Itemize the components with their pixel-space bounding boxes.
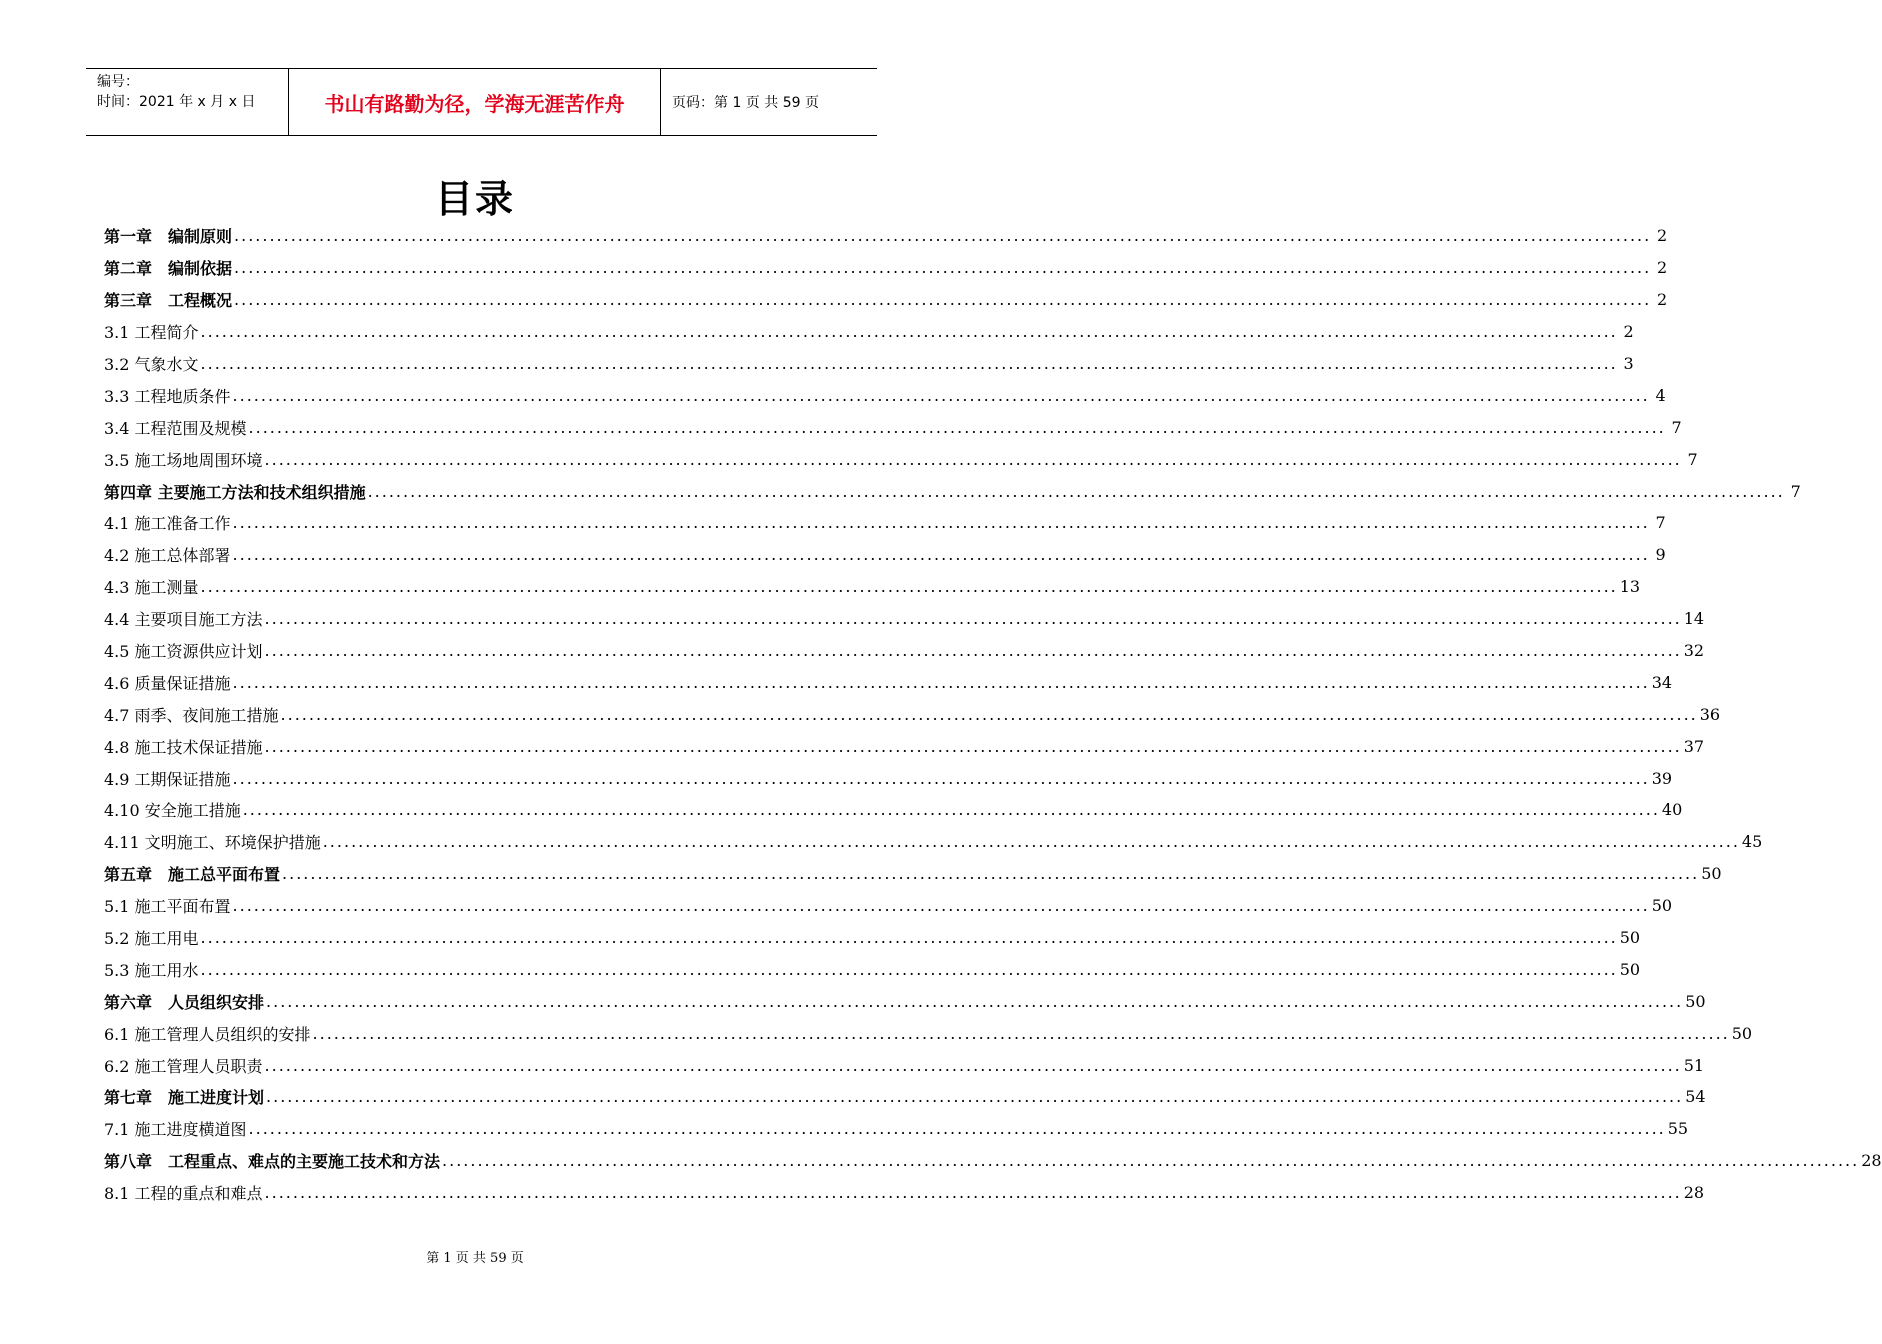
toc-entry-page: 37 (1683, 736, 1705, 756)
toc-leader-dots: ........................................................................................................................................................................................................ (200, 959, 1618, 979)
toc-entry-page: 13 (1619, 577, 1641, 597)
toc-entry-page: 50 (1619, 928, 1641, 948)
toc-entry-page: 39 (1651, 768, 1673, 788)
toc-leader-dots: ........................................................................................................................................................................................................ (200, 354, 1618, 373)
toc-leader-dots: ........................................................................................................................................................................................................ (264, 1183, 1682, 1203)
toc-leader-dots: ........................................................................................................................................................................................................ (442, 1151, 1860, 1171)
toc-entry[interactable] (104, 1145, 1882, 1177)
document-number-label: 编号： (97, 74, 139, 90)
toc-leader-dots: ........................................................................................................................................................................................................ (232, 768, 1650, 788)
toc-entry-title: 第八章 工程重点、难点的主要施工技术和方法 (104, 1152, 441, 1172)
toc-entry-title: 第四章 主要施工方法和技术组织措施 (104, 482, 366, 502)
toc-entry[interactable] (104, 284, 1668, 316)
toc-entry-page: 2 (1657, 290, 1668, 310)
toc-entry[interactable] (104, 411, 1682, 443)
toc-entry[interactable] (104, 507, 1666, 539)
toc-leader-dots: ........................................................................................................................................................................................................ (264, 449, 1682, 469)
toc-entry-page: 2 (1657, 258, 1668, 278)
toc-entry[interactable] (104, 794, 1683, 826)
toc-leader-dots: ........................................................................................................................................................................................................ (312, 1023, 1730, 1043)
toc-entry-page: 3 (1623, 354, 1634, 373)
toc-entry-page: 2 (1657, 226, 1668, 246)
toc-leader-dots: ........................................................................................................................................................................................................ (322, 832, 1740, 852)
toc-entry-title: 5.2 施工用电 (104, 929, 199, 949)
toc-leader-dots: ........................................................................................................................................................................................................ (232, 385, 1650, 405)
toc-entry[interactable] (104, 730, 1705, 762)
toc-entry-title: 7.1 施工进度横道图 (104, 1120, 247, 1140)
toc-entry-page: 7 (1790, 481, 1801, 501)
toc-entry-page: 28 (1683, 1183, 1705, 1203)
toc-entry-title: 4.7 雨季、夜间施工措施 (104, 705, 279, 725)
toc-leader-dots: ........................................................................................................................................................................................................ (248, 417, 1666, 437)
page-footer: 第 1 页 共 59 页 (426, 1251, 524, 1266)
toc-entry-page: 2 (1623, 322, 1634, 342)
toc-leader-dots: ........................................................................................................................................................................................................ (367, 481, 1785, 501)
toc-entry[interactable] (104, 985, 1706, 1017)
toc-entry[interactable] (104, 348, 1634, 380)
toc-entry-page: 32 (1683, 641, 1705, 661)
toc-entry[interactable] (104, 1049, 1705, 1081)
toc-entry[interactable] (104, 443, 1698, 475)
toc-entry-title: 3.2 气象水文 (104, 355, 199, 374)
toc-entry[interactable] (104, 922, 1641, 954)
toc-entry[interactable] (104, 571, 1641, 603)
table-of-contents (104, 220, 1882, 1209)
toc-leader-dots: ........................................................................................................................................................................................................ (266, 1087, 1684, 1107)
toc-entry-page: 50 (1619, 959, 1641, 979)
toc-entry[interactable] (104, 603, 1705, 635)
toc-entry-title: 3.5 施工场地周围环境 (104, 450, 263, 470)
toc-leader-dots: ........................................................................................................................................................................................................ (266, 991, 1684, 1011)
toc-entry[interactable] (104, 1177, 1705, 1209)
toc-entry-page: 28 (1861, 1151, 1882, 1171)
toc-entry-page: 55 (1667, 1119, 1689, 1139)
toc-entry-title: 5.1 施工平面布置 (104, 897, 231, 917)
toc-entry-page: 54 (1685, 1087, 1706, 1107)
toc-entry[interactable] (104, 316, 1634, 348)
toc-entry[interactable] (104, 890, 1673, 922)
toc-entry-title: 第一章 编制原则 (104, 227, 233, 247)
toc-entry-page: 7 (1655, 513, 1666, 533)
toc-entry[interactable] (104, 698, 1721, 730)
toc-leader-dots: ........................................................................................................................................................................................................ (232, 896, 1650, 916)
toc-leader-dots: ........................................................................................................................................................................................................ (200, 322, 1618, 342)
toc-entry-title: 4.2 施工总体部署 (104, 546, 231, 566)
toc-entry[interactable] (104, 220, 1668, 252)
toc-entry[interactable] (104, 539, 1666, 571)
toc-entry-page: 51 (1683, 1055, 1705, 1075)
toc-entry-page: 9 (1655, 545, 1666, 565)
header-meta (86, 69, 288, 135)
header-motto: 书山有路勤为径，学海无涯苦作舟 (288, 69, 661, 135)
toc-entry-page: 7 (1671, 417, 1682, 437)
toc-entry-title: 4.10 安全施工措施 (104, 801, 241, 821)
toc-entry-title: 3.3 工程地质条件 (104, 386, 231, 406)
toc-leader-dots: ........................................................................................................................................................................................................ (264, 641, 1682, 661)
page-header (86, 68, 877, 136)
toc-entry-title: 第二章 编制依据 (104, 259, 233, 279)
toc-entry-title: 4.5 施工资源供应计划 (104, 642, 263, 662)
toc-entry-page: 14 (1683, 609, 1705, 629)
toc-leader-dots: ........................................................................................................................................................................................................ (234, 290, 1652, 310)
toc-entry-title: 4.1 施工准备工作 (104, 514, 231, 534)
toc-entry[interactable] (104, 252, 1668, 284)
toc-leader-dots: ........................................................................................................................................................................................................ (282, 864, 1700, 884)
toc-leader-dots: ........................................................................................................................................................................................................ (234, 258, 1652, 278)
toc-leader-dots: ........................................................................................................................................................................................................ (264, 609, 1682, 629)
toc-leader-dots: ........................................................................................................................................................................................................ (234, 226, 1652, 246)
toc-entry-title: 4.11 文明施工、环境保护措施 (104, 833, 321, 853)
toc-entry[interactable] (104, 826, 1763, 858)
document-time-label: 时间：2021 年 x 月 x 日 (97, 94, 256, 110)
toc-entry-page: 36 (1699, 704, 1721, 724)
toc-entry-title: 3.4 工程范围及规模 (104, 418, 247, 438)
toc-entry[interactable] (104, 635, 1705, 667)
page-title: 目录 (434, 177, 515, 221)
toc-entry[interactable] (104, 858, 1722, 890)
toc-entry-page: 34 (1651, 672, 1673, 692)
toc-entry-page: 45 (1741, 832, 1763, 852)
toc-leader-dots: ........................................................................................................................................................................................................ (232, 513, 1650, 533)
toc-entry[interactable] (104, 475, 1801, 507)
toc-leader-dots: ........................................................................................................................................................................................................ (200, 928, 1618, 948)
toc-entry-title: 4.8 施工技术保证措施 (104, 737, 263, 757)
toc-entry-page: 50 (1731, 1023, 1753, 1043)
toc-entry-page: 7 (1687, 449, 1698, 469)
toc-leader-dots: ........................................................................................................................................................................................................ (248, 1119, 1666, 1139)
toc-entry-title: 4.9 工期保证措施 (104, 769, 231, 789)
toc-entry-page: 4 (1655, 385, 1666, 405)
toc-entry-title: 4.6 质量保证措施 (104, 673, 231, 693)
toc-entry-title: 6.1 施工管理人员组织的安排 (104, 1024, 311, 1044)
toc-entry-page: 50 (1701, 864, 1722, 884)
toc-entry-title: 4.3 施工测量 (104, 578, 199, 598)
toc-entry-title: 第七章 施工进度计划 (104, 1088, 265, 1108)
toc-entry-title: 5.3 施工用水 (104, 960, 199, 980)
toc-leader-dots: ........................................................................................................................................................................................................ (280, 704, 1698, 724)
toc-entry[interactable] (104, 1081, 1706, 1113)
toc-entry-title: 8.1 工程的重点和难点 (104, 1184, 263, 1204)
toc-leader-dots: ........................................................................................................................................................................................................ (242, 800, 1660, 820)
toc-entry-title: 4.4 主要项目施工方法 (104, 610, 263, 630)
toc-entry[interactable] (104, 953, 1641, 985)
toc-leader-dots: ........................................................................................................................................................................................................ (264, 736, 1682, 756)
toc-entry[interactable] (104, 1017, 1753, 1049)
toc-entry-title: 第三章 工程概况 (104, 291, 233, 311)
toc-entry-title: 3.1 工程简介 (104, 323, 199, 343)
toc-entry[interactable] (104, 1113, 1689, 1145)
header-page-label: 页码：第 1 页 共 59 页 (672, 95, 819, 111)
toc-entry[interactable] (104, 762, 1673, 794)
toc-entry-title: 6.2 施工管理人员职责 (104, 1056, 263, 1076)
toc-leader-dots: ........................................................................................................................................................................................................ (232, 545, 1650, 565)
toc-entry[interactable] (104, 379, 1666, 411)
toc-entry-page: 50 (1651, 896, 1673, 916)
toc-leader-dots: ........................................................................................................................................................................................................ (200, 577, 1618, 597)
toc-entry-page: 50 (1685, 991, 1706, 1011)
toc-leader-dots: ........................................................................................................................................................................................................ (264, 1055, 1682, 1075)
toc-leader-dots: ........................................................................................................................................................................................................ (232, 672, 1650, 692)
toc-entry[interactable] (104, 666, 1673, 698)
toc-entry-page: 40 (1661, 800, 1683, 820)
toc-entry-title: 第五章 施工总平面布置 (104, 865, 281, 885)
toc-entry-title: 第六章 人员组织安排 (104, 992, 265, 1012)
